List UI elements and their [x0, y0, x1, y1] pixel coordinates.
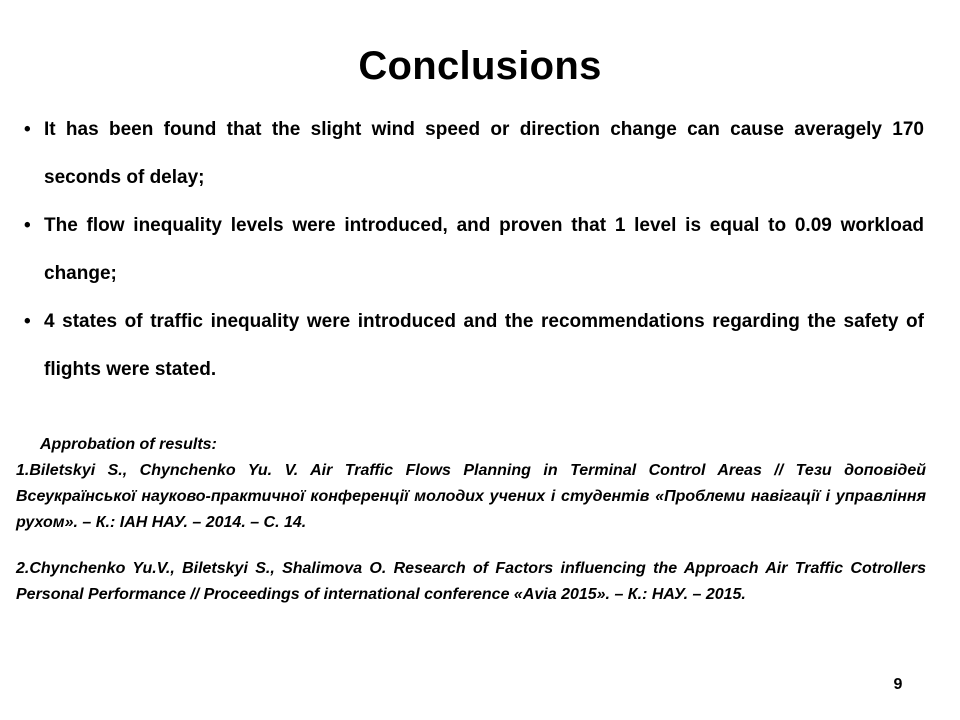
reference-item: 2.Chynchenko Yu.V., Biletskyi S., Shalimova O. Research of Factors influencing the Approach Air Traffic Cotrollers Personal Performance // Proceedings of international conference «Avia 2015». – К.: НАУ. – 2015. — [16, 560, 926, 603]
bullet-dot-icon: • — [24, 311, 31, 332]
conclusion-text: It has been found that the slight wind speed or direction change can cause averagely 170 seconds of delay; — [44, 119, 924, 188]
approbation-heading: Approbation of results: — [40, 436, 217, 453]
conclusion-item — [24, 298, 924, 394]
reference-item: 1.Biletskyi S., Chynchenko Yu. V. Air Traffic Flows Planning in Terminal Control Areas // Тези доповідей Всеукраїнської науково-практичної конференції молодих учених і студентів «Проблеми навігації і управління рухом». – К.: ІАН НАУ. – 2014. – С. 14. — [16, 462, 926, 531]
references-list — [16, 458, 926, 608]
conclusion-item — [24, 202, 924, 298]
conclusion-item — [24, 106, 924, 202]
conclusions-list — [24, 106, 924, 394]
conclusion-text: 4 states of traffic inequality were introduced and the recommendations regarding the safety of flights were stated. — [44, 311, 924, 380]
bullet-dot-icon: • — [24, 119, 31, 140]
conclusion-text: The flow inequality levels were introduced, and proven that 1 level is equal to 0.09 workload change; — [44, 215, 924, 284]
bullet-dot-icon: • — [24, 215, 31, 236]
slide-title: Conclusions — [358, 44, 602, 88]
page-number: 9 — [893, 676, 903, 693]
